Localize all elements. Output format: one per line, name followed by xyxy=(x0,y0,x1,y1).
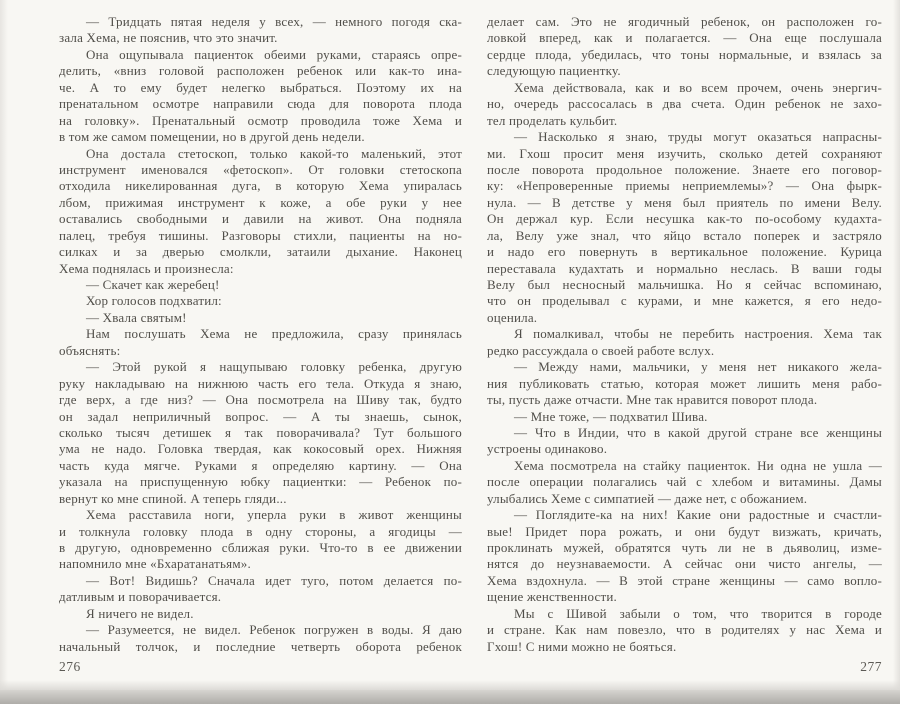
text-line: ку: «Непроверенные приемы неприемлемы»? — Она фырк- xyxy=(487,178,882,194)
text-line: Хема посмотрела на стайку пациенток. Ни одна не ушла — xyxy=(514,457,882,473)
text-line: нятся до неузнаваемости. А сейчас они чисто ангелы, — xyxy=(487,556,882,572)
text-line: ми. Гхош просит меня изучить, сколько детей сохраняют xyxy=(487,145,882,161)
text-line: — Вот! Видишь? Сначала идет туго, потом делается по- xyxy=(86,572,462,588)
scan-edge-right xyxy=(893,0,900,704)
text-line: руку накладываю на нижнюю часть его тела. Откуда я знаю, xyxy=(59,375,462,391)
text-line: — Что в Индии, что в какой другой стране все женщины xyxy=(514,424,882,440)
text-line: Хор голосов подхватил: xyxy=(86,293,222,309)
text-line: делает сам. Это не ягодичный ребенок, он расположен го- xyxy=(487,14,882,29)
text-line: Нам послушать Хема не предложила, сразу принялась xyxy=(86,326,462,342)
text-line: ты, пусть даже отчасти. Мне так нравится поворот плода. xyxy=(487,392,818,408)
text-line: объяснять: xyxy=(59,342,121,358)
text-line: нула. — В детстве у меня был приятель по имени Велу. xyxy=(487,194,882,210)
text-line: оставались свободными и давили на живот. Она подняла xyxy=(59,211,462,227)
text-line: — Между нами, мальчики, у меня нет никакого жела- xyxy=(514,359,882,375)
text-line: следующую пациентку. xyxy=(487,63,621,79)
text-line: но, очередь рассосалась в два счета. Один ребенок не захо- xyxy=(487,96,882,112)
text-line: ловкой вперед, как и полагается. — Она еще послушала xyxy=(487,30,882,46)
text-line: ума не надо. Головка твердая, как кокосовый орех. Нижняя xyxy=(59,441,462,457)
text-line: и надо его повернуть в вертикальное положение. Курица xyxy=(487,244,882,260)
scan-edge-bottom-fade xyxy=(0,680,900,690)
text-line: улыбались Хеме с симпатией — даже нет, с обожанием. xyxy=(487,490,808,506)
text-line: начальный толчок, и последние четверть оборота ребенок xyxy=(59,638,462,654)
text-line: щение женственности. xyxy=(487,589,617,605)
text-line: и стране. Как нам повезло, что в родителях у нас Хема и xyxy=(487,622,882,638)
page-number-left: 276 xyxy=(59,659,81,674)
text-line: — Тридцать пятая неделя у всех, — немного погодя ска- xyxy=(86,14,462,29)
text-line: че. А то ему будет нелегко выбраться. Поэтому их на xyxy=(59,79,462,95)
text-line: где верх, а где низ? — Она посмотрела на Шиву так, будто xyxy=(59,392,462,408)
text-line: устроены одинаково. xyxy=(487,441,608,457)
text-line: Он держал кур. Если несушка как-то по-особому кудахта- xyxy=(487,211,882,227)
page-number-right: 277 xyxy=(860,659,882,674)
text-line: лбом, прижимая инструмент к коже, а обе руки у нее xyxy=(59,194,462,210)
text-line: тел проделать кульбит. xyxy=(487,112,618,128)
text-line: вернут ко мне спиной. А теперь гляди... xyxy=(59,490,287,506)
text-line: Она достала стетоскоп, только какой-то маленький, этот xyxy=(86,145,462,161)
text-line: Хема вздохнула. — В этой стране женщины — само вопло- xyxy=(487,572,882,588)
text-line: в том же самом помещении, но в другой день недели. xyxy=(59,129,365,145)
text-line: вые! Придет пора рожать, и они будут визжать, кричать, xyxy=(487,523,882,539)
text-line: на головку». Пренатальный осмотр проводила тоже Хема и xyxy=(59,112,462,128)
text-line: — Этой рукой я нащупываю головку ребенка, другую xyxy=(86,359,462,375)
text-line: после поворота продольное положение. Знаете его поговор- xyxy=(487,161,882,177)
text-line: в другую, одновременно сближая руки. Что-то в ее движении xyxy=(59,540,462,555)
scan-edge-bottom xyxy=(0,690,900,704)
text-line: датливым и поворачивается. xyxy=(59,589,222,605)
text-line: Велу был несносный мальчишка. Но я сейчас вспоминаю, xyxy=(487,277,882,292)
scan-edge-left xyxy=(0,0,8,704)
text-line: — Хвала святым! xyxy=(86,309,187,325)
text-line: указала на приспущенную юбку пациентки: — Ребенок по- xyxy=(59,474,462,490)
text-line: переставала кудахтать и нормально неслась. В ваши годы xyxy=(487,260,882,276)
text-line: зала Хема, не пояснив, что это значит. xyxy=(59,30,278,46)
text-line: — Разумеется, не видел. Ребенок погружен в воды. Я даю xyxy=(86,622,462,638)
text-line: после операции полагались чай с хлебом и витамины. Дамы xyxy=(487,474,882,490)
text-line: Хема расставила ноги, уперла руки в живот женщины xyxy=(86,507,462,523)
text-line: пренатальном осмотре направили сюда для поворота плода xyxy=(59,96,462,112)
text-line: — Насколько я знаю, труды могут оказаться напрасны- xyxy=(514,129,882,145)
page-right-text xyxy=(487,14,882,655)
text-line: ния публиковать статью, которая может лишить меня рабо- xyxy=(487,375,882,391)
text-line: он задал неприличный вопрос. — А ты знаешь, сынок, xyxy=(59,408,462,424)
text-line: ла, Велу уже знал, что яйцо встало поперек и застряло xyxy=(487,227,882,243)
text-line: и толкнула головку плода в одну стороны, а ягодицы — xyxy=(59,523,462,539)
text-line: Хема действовала, как и во всем прочем, очень энергич- xyxy=(514,79,882,95)
text-line: напомнило мне «Бхаратанатьям». xyxy=(59,556,251,572)
text-line: оценила. xyxy=(487,309,538,325)
text-line: Я ничего не видел. xyxy=(86,605,194,621)
text-line: Мы с Шивой забыли о том, что творится в городе xyxy=(514,605,882,621)
text-line: сколько тысяч детишек я так поворачивала? Тут большого xyxy=(59,424,462,440)
text-line: — Мне тоже, — подхватил Шива. xyxy=(514,408,708,424)
text-line: часть куда мягче. Руками я определяю картину. — Она xyxy=(59,457,462,473)
text-line: — Скачет как жеребец! xyxy=(86,277,220,292)
text-line: отходила никелированная дуга, в которую Хема упиралась xyxy=(59,178,462,194)
text-line: — Поглядите-ка на них! Какие они радостные и счастли- xyxy=(514,507,882,523)
text-line: что он проделывал с курами, и мне кажется, я его недо- xyxy=(487,293,882,309)
text-line: Хема поднялась и произнесла: xyxy=(59,260,234,276)
text-line: силках и за дверью смолкли, затаили дыхание. Наконец xyxy=(59,244,462,260)
text-line: делить, «вниз головой расположен ребенок или как-то ина- xyxy=(59,63,462,79)
text-line: проклинать мужей, обратятся чуть ли не в дьяволиц, изме- xyxy=(487,540,882,555)
text-line: Гхош! С ними можно не бояться. xyxy=(487,638,677,654)
text-line: палец, требуя тишины. Разговоры стихли, пациенты на но- xyxy=(59,227,462,243)
text-line: Я помалкивал, чтобы не перебить настроения. Хема так xyxy=(514,326,882,342)
text-line: редко рассуждала о своей работе вслух. xyxy=(487,342,715,358)
text-line: сердце плода, убедилась, что тоны нормальные, и взялась за xyxy=(487,46,882,62)
page-left-text xyxy=(59,14,462,655)
text-line: инструмент именовался «фетоскоп». От головки стетоскопа xyxy=(59,161,462,177)
text-line: Она ощупывала пациенток обеими руками, стараясь опре- xyxy=(86,46,462,62)
